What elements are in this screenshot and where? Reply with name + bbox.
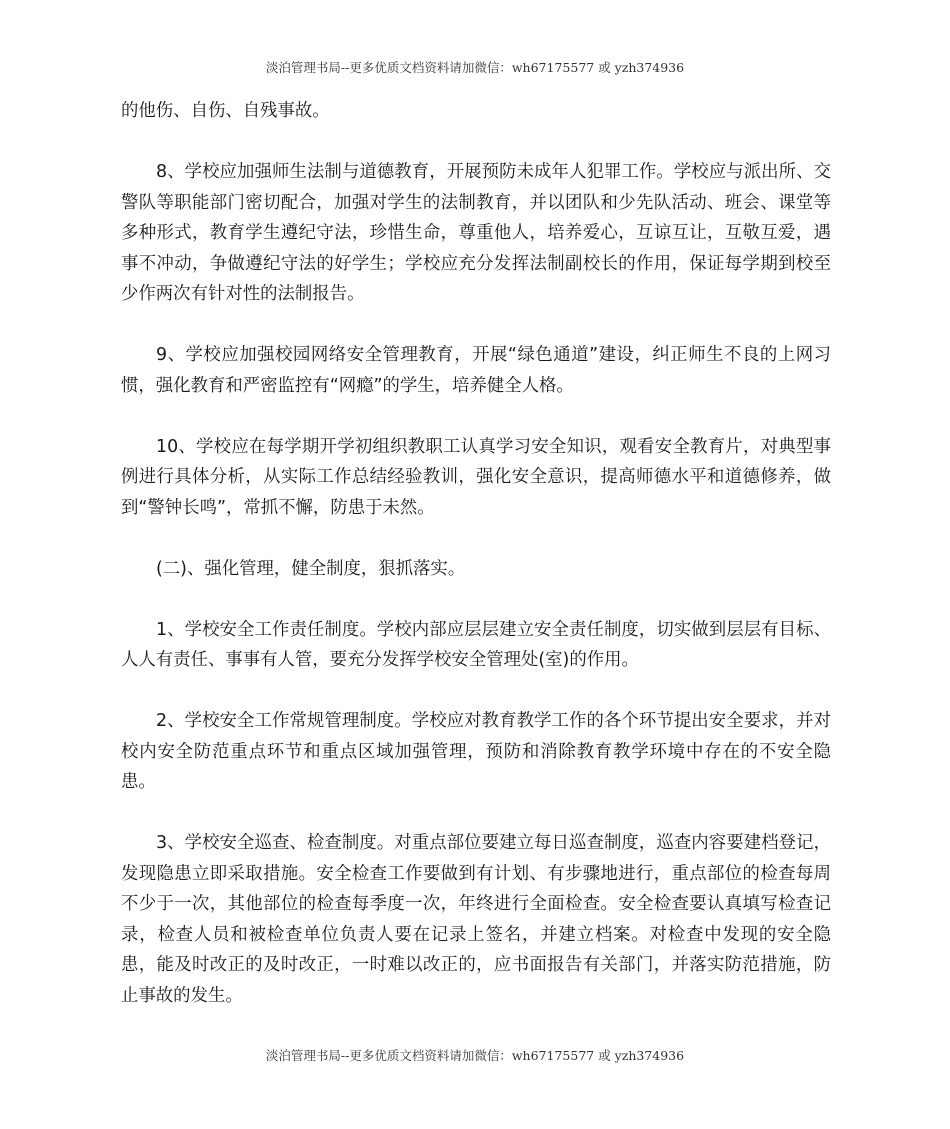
paragraph-continuation: 的他伤、自伤、自残事故。	[121, 101, 330, 121]
page-footer: 淡泊管理书局--更多优质文档资料请加微信：wh67175577 或 yzh374936	[265, 1048, 685, 1063]
paragraph-item-9: 9、学校应加强校园网络安全管理教育，开展“绿色通道”建设，纠正师生不良的上网习惯，强化教育和严密监控有“网瘾”的学生，培养健全人格。	[121, 345, 831, 396]
paragraph-rule-2: 2、学校安全工作常规管理制度。学校应对教育教学工作的各个环节提出安全要求，并对校内安全防范重点环节和重点区域加强管理，预防和消除教育教学环境中存在的不安全隐患。	[121, 711, 831, 792]
section-heading: (二)、强化管理，健全制度，狠抓落实。	[156, 558, 466, 579]
paragraph-rule-1: 1、学校安全工作责任制度。学校内部应层层建立安全责任制度，切实做到层层有目标、人人有责任、事事有人管，要充分发挥学校安全管理处(室)的作用。	[121, 619, 831, 670]
document-body	[121, 96, 831, 1011]
paragraph-item-8: 8、学校应加强师生法制与道德教育，开展预防未成年人犯罪工作。学校应与派出所、交警队等职能部门密切配合，加强对学生的法制教育，并以团队和少先队活动、班会、课堂等多种形式，教育学生遵纪守法，珍惜生命，尊重他人，培养爱心，互谅互让，互敬互爱，遇事不冲动，争做遵纪守法的好学生；学校应充分发挥法制副校长的作用，保证每学期到校至少作两次有针对性的法制报告。	[121, 162, 831, 304]
paragraph-rule-3: 3、学校安全巡查、检查制度。对重点部位要建立每日巡查制度，巡查内容要建档登记，发现隐患立即采取措施。安全检查工作要做到有计划、有步骤地进行，重点部位的检查每周不少于一次，其他部位的检查每季度一次，年终进行全面检查。安全检查要认真填写检查记录，检查人员和被检查单位负责人要在记录上签名，并建立档案。对检查中发现的安全隐患，能及时改正的及时改正，一时难以改正的，应书面报告有关部门，并落实防范措施，防止事故的发生。	[121, 833, 831, 1006]
page-header: 淡泊管理书局--更多优质文档资料请加微信：wh67175577 或 yzh374936	[265, 60, 685, 75]
paragraph-item-10: 10、学校应在每学期开学初组织教职工认真学习安全知识，观看安全教育片，对典型事例进行具体分析，从实际工作总结经验教训，强化安全意识，提高师德水平和道德修养，做到“警钟长鸣”，常抓不懈，防患于未然。	[121, 436, 831, 518]
